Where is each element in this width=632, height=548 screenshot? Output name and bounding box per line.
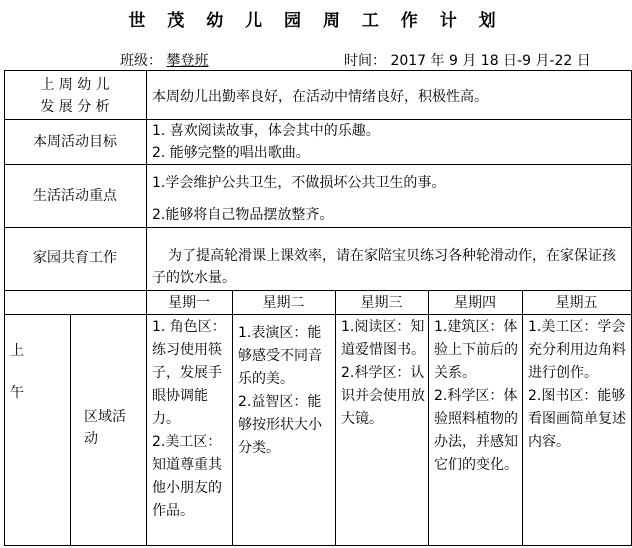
plan-wed <box>341 316 425 431</box>
plan-item: 1.表演区：能够感受不同音乐的美。 <box>238 325 322 387</box>
plan-item: 2.科学区：体验照料植物的办法，并感知它们的变化。 <box>434 388 518 473</box>
plan-item: 2.科学区：认识并会使用放大镜。 <box>341 365 425 427</box>
day-header-tue: 星期二 <box>262 295 305 311</box>
activity-line1: 区域活 <box>84 409 126 425</box>
period-line2: 午 <box>10 385 24 401</box>
period-label <box>10 340 60 404</box>
home-label: 家园共育工作 <box>33 250 117 266</box>
activity-line2: 动 <box>84 431 98 447</box>
plan-item: 1. 角色区：练习使用筷子，发展手眼协调能力。 <box>152 319 226 427</box>
life-item-2: 2.能够将自己物品摆放整齐。 <box>152 207 334 223</box>
period-line1: 上 <box>10 343 24 359</box>
date-info <box>344 50 591 70</box>
time-label: 时间： <box>344 53 386 69</box>
class-info <box>120 50 208 70</box>
time-value: 2017 年 9 月 18 日-9 月-22 日 <box>390 53 591 69</box>
plan-item: 1.建筑区：体验上下前后的关系。 <box>434 319 518 381</box>
plan-mon <box>152 316 228 523</box>
plan-item: 1.美工区：学会充分利用边角料进行创作。 <box>528 319 626 381</box>
goals-label: 本周活动目标 <box>33 134 117 150</box>
class-label: 班级： <box>120 53 162 69</box>
home-content: 为了提高轮滑课上课效率，请在家陪宝贝练习各种轮滑动作，在家保证孩子的饮水量。 <box>152 248 616 286</box>
plan-item: 2.图书区：能够看图画简单复述内容。 <box>528 388 626 450</box>
day-header-mon: 星期一 <box>168 295 210 311</box>
analysis-label-line2: 发 展 分 析 <box>40 99 110 115</box>
goals-list <box>152 120 622 164</box>
goal-item: 1. 喜欢阅读故事，体会其中的乐趣。 <box>152 123 380 139</box>
activity-label <box>84 406 142 450</box>
analysis-content: 本周幼儿出勤率良好，在活动中情绪良好，积极性高。 <box>152 89 488 105</box>
analysis-label <box>4 74 146 118</box>
day-header-fri: 星期五 <box>555 295 598 311</box>
plan-fri <box>528 316 628 454</box>
page-title: 世 茂 幼 儿 园 周 工 作 计 划 <box>128 11 504 31</box>
plan-tue <box>238 322 333 460</box>
goal-item: 2. 能够完整的唱出歌曲。 <box>152 145 310 161</box>
plan-item: 2.美工区：知道尊重其他小朋友的作品。 <box>152 434 222 519</box>
analysis-label-line1: 上 周 幼 儿 <box>40 77 110 93</box>
day-header-thu: 星期四 <box>454 295 496 311</box>
life-item-1: 1.学会维护公共卫生，不做损坏公共卫生的事。 <box>152 175 446 191</box>
plan-item: 2.益智区：能够按形状大小分类。 <box>238 394 322 456</box>
plan-thu <box>434 316 520 477</box>
day-header-wed: 星期三 <box>360 295 403 311</box>
plan-item: 1.阅读区：知道爱惜图书。 <box>341 319 425 358</box>
class-value: 攀登班 <box>166 53 209 69</box>
life-label: 生活活动重点 <box>33 188 117 204</box>
